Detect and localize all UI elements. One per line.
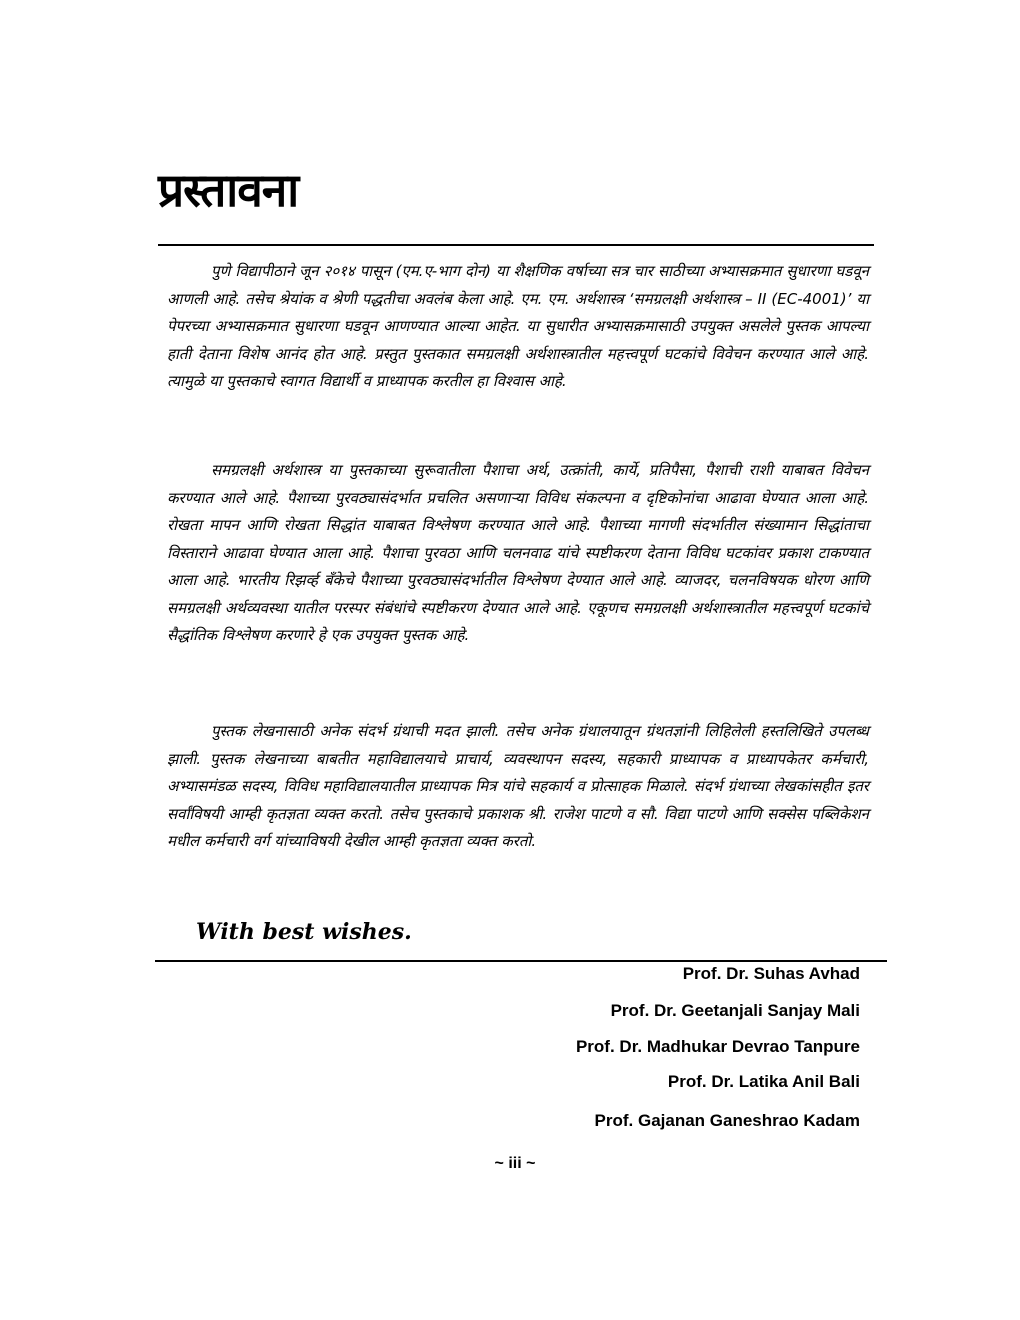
paragraph-acknowledgements: पुस्तक लेखनासाठी अनेक संदर्भ ग्रंथाची मदत झाली. तसेच अनेक ग्रंथालयातून ग्रंथतज्ञांनी लिहिलेली हस्तलिखिते उपलब्ध झाली. पुस्तक लेखनाच्या बाबतीत महाविद्यालयाचे प्राचार्य, व्यवस्थापन सदस्य, सहकारी प्राध्यापक व प्राध्यापकेतर कर्मचारी, अभ्यासमंडळ सदस्य, विविध महाविद्यालयातील प्राध्यापक मित्र यांचे सहकार्य व प्रोत्साहक मिळाले. संदर्भ ग्रंथाच्या लेखकांसहीत इतर सर्वांविषयी आम्ही कृतज्ञता व्यक्त करतो. तसेच पुस्तकाचे प्रकाशक श्री. राजेश पाटणे व सौ. विद्या पाटणे आणि सक्सेस पब्लिकेशन मधील कर्मचारी वर्ग यांच्याविषयी देखील आम्ही कृतज्ञता व्यक्त करतो. — [167, 722, 869, 850]
closing-wishes: With best wishes. — [196, 919, 412, 945]
top-divider — [158, 244, 874, 246]
bottom-divider — [155, 960, 887, 962]
page-number: ~ iii ~ — [494, 1155, 536, 1172]
author-name: Prof. Dr. Madhukar Devrao Tanpure — [575, 1037, 860, 1056]
author-name: Prof. Dr. Suhas Avhad — [682, 964, 860, 983]
author-name: Prof. Dr. Latika Anil Bali — [667, 1072, 860, 1091]
paragraph-intro: पुणे विद्यापीठाने जून २०१४ पासून (एम.ए-भाग दोन) या शैक्षणिक वर्षाच्या सत्र चार साठीच्या अभ्यासक्रमात सुधारणा घडवून आणली आहे. तसेच श्रेयांक व श्रेणी पद्धतीचा अवलंब केला आहे. एम. एम. अर्थशास्त्र ‘समग्रलक्षी अर्थशास्त्र – II (EC-4001)’ या पेपरच्या अभ्यासक्रमात सुधारणा घडवून आणण्यात आल्या आहेत. या सुधारीत अभ्यासक्रमासाठी उपयुक्त असलेले पुस्तक आपल्या हाती देताना विशेष आनंद होत आहे. प्रस्तुत पुस्तकात समग्रलक्षी अर्थशास्त्रातील महत्त्वपूर्ण घटकांचे विवेचन करण्यात आले आहे. त्यामुळे या पुस्तकाचे स्वागत विद्यार्थी व प्राध्यापक करतील हा विश्वास आहे. — [167, 262, 869, 390]
author-name: Prof. Gajanan Ganeshrao Kadam — [594, 1111, 860, 1130]
paragraph-content-summary: समग्रलक्षी अर्थशास्त्र या पुस्तकाच्या सुरूवातीला पैशाचा अर्थ, उत्क्रांती, कार्ये, प्रतिपैसा, पैशाची राशी याबाबत विवेचन करण्यात आले आहे. पैशाच्या पुरवठ्यासंदर्भात प्रचलित असणाऱ्या विविध संकल्पना व दृष्टिकोनांचा आढावा घेण्यात आला आहे. रोखता मापन आणि रोखता सिद्धांत याबाबत विश्लेषण करण्यात आले आहे. पैशाच्या मागणी संदर्भातील संख्यामान सिद्धांताचा विस्ताराने आढावा घेण्यात आला आहे. पैशाचा पुरवठा आणि चलनवाढ यांचे स्पष्टीकरण देताना विविध घटकांवर प्रकाश टाकण्यात आला आहे. भारतीय रिझर्व्ह बँकेचे पैशाच्या पुरवठ्यासंदर्भातील विश्लेषण देण्यात आले आहे. व्याजदर, चलनविषयक धोरण आणि समग्रलक्षी अर्थव्यवस्था यातील परस्पर संबंधांचे स्पष्टीकरण देण्यात आले आहे. एकूणच समग्रलक्षी अर्थशास्त्रातील महत्त्वपूर्ण घटकांचे सैद्धांतिक विश्लेषण करणारे हे एक उपयुक्त पुस्तक आहे. — [167, 461, 869, 644]
author-name: Prof. Dr. Geetanjali Sanjay Mali — [610, 1001, 860, 1020]
page-title: प्रस्तावना — [158, 163, 299, 217]
